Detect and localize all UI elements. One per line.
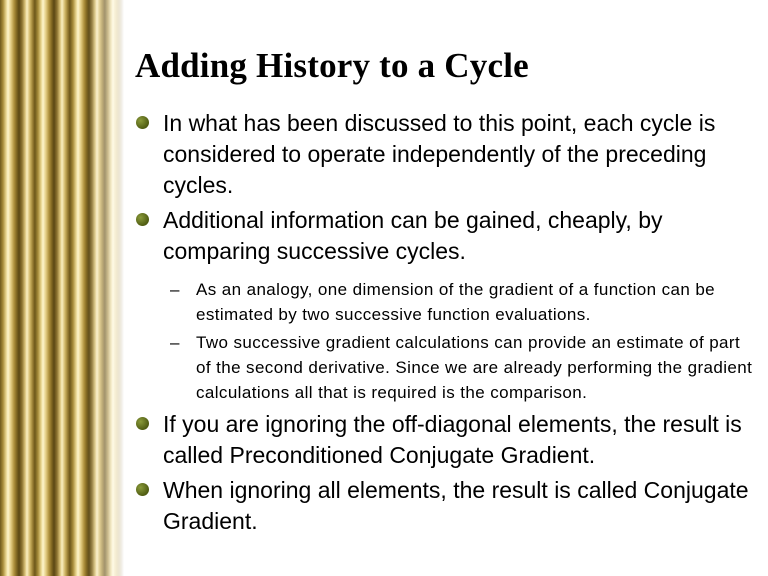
bullet-item bbox=[136, 205, 758, 267]
dash-icon: – bbox=[170, 333, 180, 352]
bullet-text: When ignoring all elements, the result is called Conjugate Gradient. bbox=[163, 477, 749, 534]
sub-bullet-text: Two successive gradient calculations can provide an estimate of part of the second derivative. Since we are already performing the gradient calculations all that is required is the comparison. bbox=[196, 333, 753, 402]
bullet-list bbox=[136, 108, 758, 537]
bullet-text: Additional information can be gained, cheaply, by comparing successive cycles. bbox=[163, 207, 663, 264]
dash-icon: – bbox=[170, 280, 180, 299]
sub-bullet-list bbox=[170, 277, 758, 405]
bullet-dot-icon bbox=[136, 483, 149, 496]
bullet-text: If you are ignoring the off-diagonal elements, the result is called Preconditioned Conjugate Gradient. bbox=[163, 411, 742, 468]
bullet-item bbox=[136, 409, 758, 471]
bullet-item bbox=[136, 108, 758, 201]
bullet-dot-icon bbox=[136, 116, 149, 129]
bullet-item bbox=[136, 475, 758, 537]
decorative-gold-sidebar bbox=[0, 0, 124, 576]
sub-bullet-item bbox=[170, 277, 758, 327]
bullet-dot-icon bbox=[136, 417, 149, 430]
sub-bullet-text: As an analogy, one dimension of the gradient of a function can be estimated by two successive function evaluations. bbox=[196, 280, 716, 324]
slide-title: Adding History to a Cycle bbox=[135, 46, 529, 85]
bullet-dot-icon bbox=[136, 213, 149, 226]
bullet-text: In what has been discussed to this point, each cycle is considered to operate independently of the preceding cycles. bbox=[163, 110, 716, 198]
sub-bullet-item bbox=[170, 330, 758, 405]
